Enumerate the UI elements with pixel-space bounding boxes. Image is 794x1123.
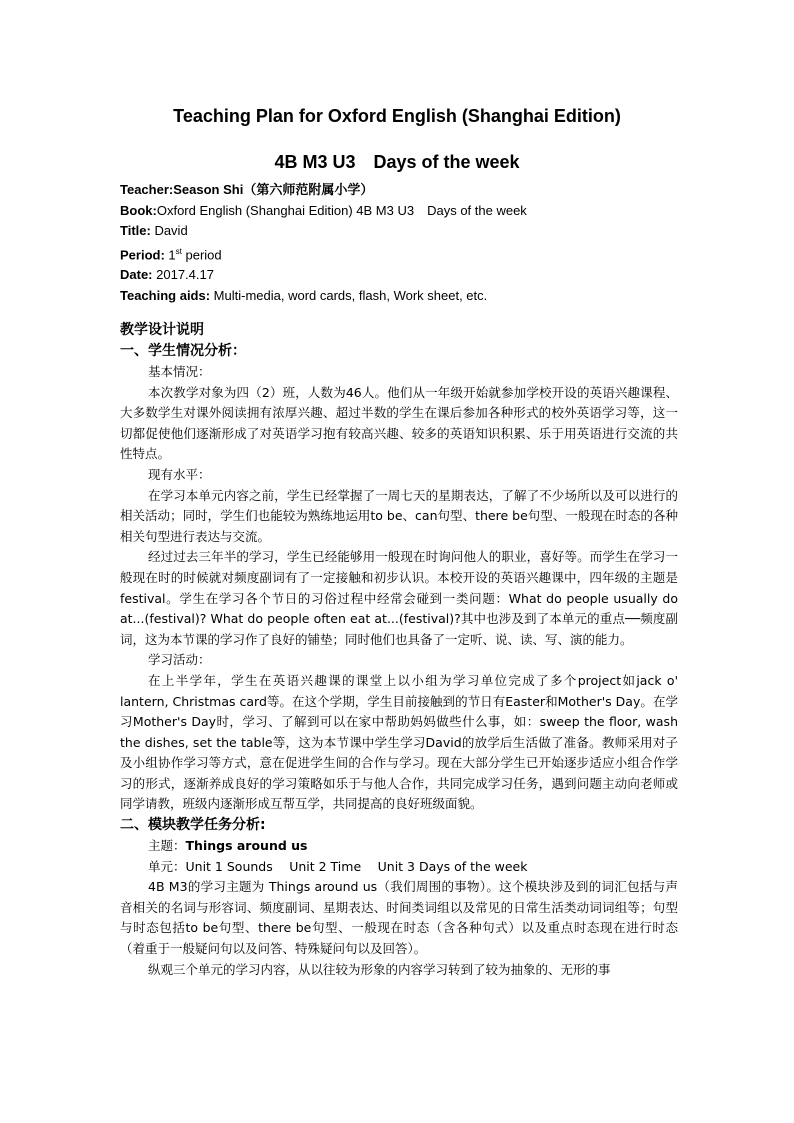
section-heading-students: 一、学生情况分析：	[120, 343, 246, 359]
last-paragraph: 纵观三个单元的学习内容，从以往较为形象的内容学习转到了较为抽象的、无形的事	[148, 961, 611, 977]
level-paragraph-1: 在学习本单元内容之前，学生已经掌握了一周七天的星期表达，了解了不少场所以及可以进行的相关活动；同时，学生们也能较为熟练地运用to be、can句型、there be句型、一般现在时态的各种相关句型进行表达与交流。	[120, 487, 678, 544]
document-body	[120, 320, 678, 980]
title-line: Title: David	[120, 223, 188, 238]
level-label: 现有水平：	[148, 466, 211, 482]
book-line: Book:Oxford English (Shanghai Edition) 4B M3 U3 Days of the week	[120, 202, 527, 218]
date-line: Date: 2017.4.17	[120, 267, 214, 283]
basic-paragraph: 本次教学对象为四（2）班，人数为46人。他们从一年级开始就参加学校开设的英语兴趣课程、大多数学生对课外阅读拥有浓厚兴趣、超过半数的学生在课后参加各种形式的校外英语学习等，这一切都促使他们逐渐形成了对英语学习抱有较高兴趣、较多的英语知识积累、乐于用英语进行交流的共性特点。	[120, 384, 678, 462]
level-paragraph-2: 经过过去三年半的学习，学生已经能够用一般现在时询问他人的职业，喜好等。而学生在学习一般现在时的时候就对频度副词有了一定接触和初步认识。本校开设的英语兴趣课中，四年级的主题是festival。学生在学习各个节日的习俗过程中经常会碰到一类问题：What do people usually do at...(festival)? What do people often eat at...(festival)?其中也涉及到了本单元的重点──频度副词，这为本节课的学习作了良好的铺垫；同时他们也具备了一定听、说、读、写、演的能力。	[120, 549, 678, 647]
teaching-aids-line: Teaching aids: Multi-media, word cards, flash, Work sheet, etc.	[120, 287, 488, 303]
section-heading-main: 教学设计说明	[120, 322, 204, 338]
lesson-meta	[120, 180, 680, 306]
module-paragraph: 4B M3的学习主题为 Things around us（我们周围的事物）。这个模块涉及到的词汇包括与声音相关的名词与形容词、频度副词、星期表达、时间类词组以及常见的日常生活类动词词组等；句型与时态包括to be句型、there be句型、一般现在时态（含各种句式）以及重点时态现在进行时态（着重于一般疑问句以及问答、特殊疑问句以及回答）。	[120, 879, 678, 957]
activity-paragraph: 在上半学年，学生在英语兴趣课的课堂上以小组为学习单位完成了多个project如jack o' lantern, Christmas card等。在这个学期，学生目前接触到的节日有Easter和Mother's Day。在学习Mother's Day时，学习、了解到可以在家中帮助妈妈做些什么事，如：sweep the floor, wash the dishes, set the table等，这为本节课中学生学习David的放学后生活做了准备。教师采用对子及小组协作学习等方式，意在促进学生间的合作与学习。现在大部分学生已开始逐步适应小组合作学习的形式，逐渐养成良好的学习策略如乐于与他人合作，共同完成学习任务，遇到问题主动向老师或同学请教，班级内逐渐形成互帮互学，共同提高的良好班级面貌。	[120, 672, 678, 812]
theme-line: 主题：Things around us	[148, 838, 308, 854]
teacher-line: Teacher:Season Shi（第六师范附属小学）	[120, 182, 374, 197]
basic-label: 基本情况：	[148, 364, 211, 379]
activity-label: 学习活动：	[148, 652, 211, 668]
period-line: Period: 1st period	[120, 246, 222, 262]
unit-line: 单元：Unit 1 Sounds Unit 2 Time Unit 3 Days of the week	[148, 858, 528, 874]
section-heading-module: 二、模块教学任务分析:	[120, 817, 266, 834]
document-subtitle: 4B M3 U3 Days of the week	[274, 152, 520, 172]
document-title: Teaching Plan for Oxford English (Shanghai Edition)	[173, 106, 621, 126]
